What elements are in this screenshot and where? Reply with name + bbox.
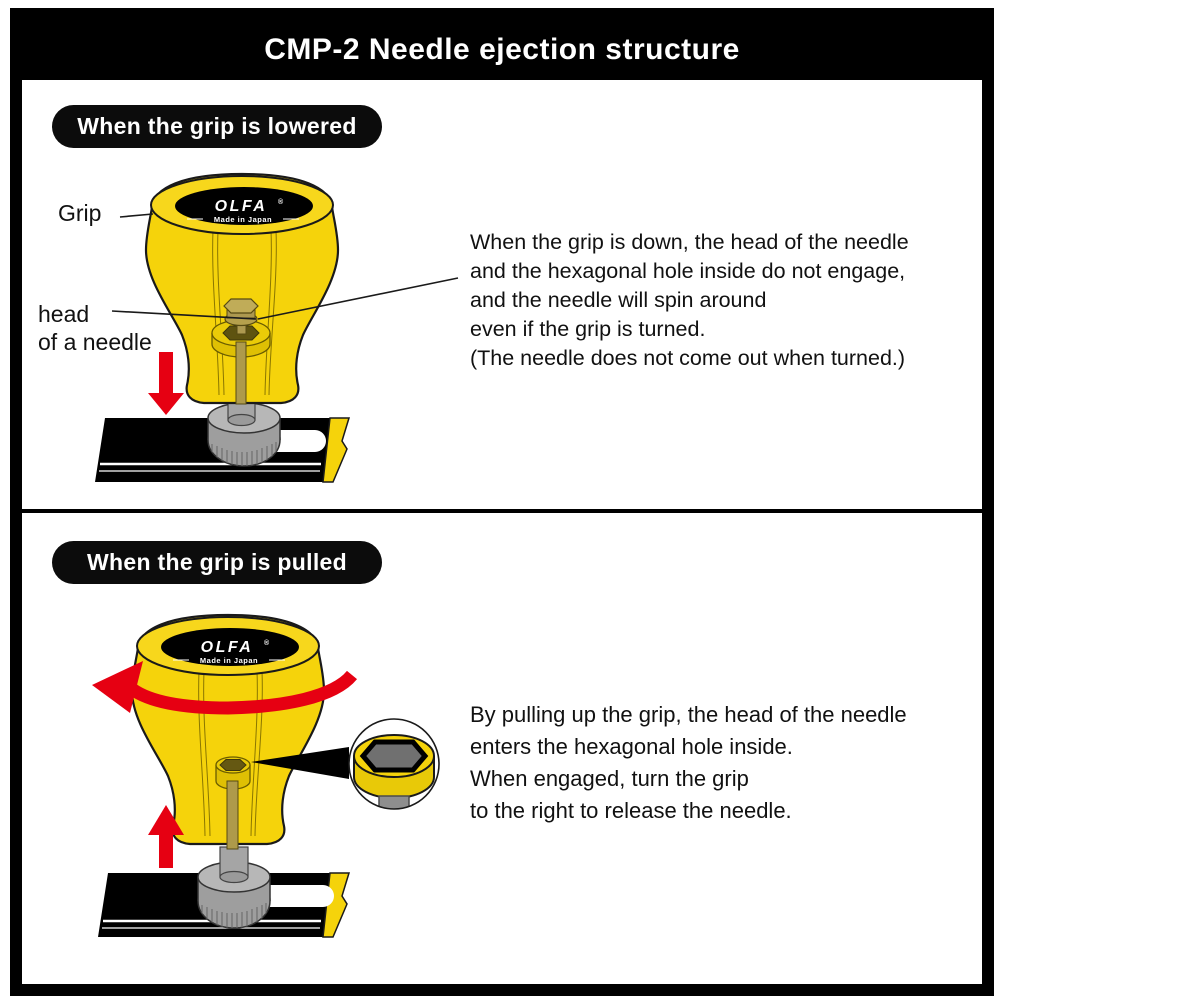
- panel-grip-pulled: [22, 513, 982, 984]
- down-arrow-icon: [148, 352, 184, 415]
- description-line: (The needle does not come out when turned.): [470, 346, 906, 370]
- made-in-japan-text: Made in Japan: [213, 215, 273, 224]
- panel2-badge: When the grip is pulled: [52, 541, 382, 584]
- description-line: When the grip is down, the head of the needle: [470, 230, 909, 254]
- needle-holder-knob: [208, 400, 280, 468]
- description-line: By pulling up the grip, the head of the needle: [470, 702, 907, 727]
- needle-shaft: [236, 342, 246, 404]
- panel1-badge: When the grip is lowered: [52, 105, 382, 148]
- needle-shaft: [227, 781, 238, 849]
- registered-mark: ®: [278, 199, 284, 206]
- olfa-logo-text: OLFA: [200, 639, 254, 656]
- registered-mark: ®: [264, 640, 270, 647]
- olfa-logo-text: OLFA: [214, 198, 268, 215]
- panel2-description: [470, 699, 907, 827]
- hex-hole: [220, 760, 246, 771]
- grip-label: Grip: [58, 200, 102, 226]
- needle-head-label-line1: head: [38, 301, 90, 327]
- olfa-logo: [175, 187, 313, 225]
- description-line: to the right to release the needle.: [470, 798, 792, 823]
- description-line: and the hexagonal hole inside do not engage,: [470, 259, 906, 283]
- made-in-japan-text: Made in Japan: [199, 656, 259, 665]
- panel1-description: [470, 228, 909, 373]
- needle-head-label: [38, 300, 152, 356]
- page-title: CMP-2 Needle ejection structure: [264, 33, 740, 66]
- title-bar: [22, 20, 982, 80]
- needle-head-label-line2: of a needle: [38, 329, 152, 355]
- description-line: enters the hexagonal hole inside.: [470, 734, 793, 759]
- diagram-frame: [10, 8, 994, 996]
- description-line: even if the grip is turned.: [470, 317, 706, 341]
- description-line: and the needle will spin around: [470, 288, 767, 312]
- panel-grip-lowered: [22, 80, 982, 509]
- magnified-hex-hole: [363, 742, 425, 770]
- grip-pointer-line: [120, 214, 153, 217]
- needle-holder-knob: [198, 847, 270, 930]
- magnifier-circle: [349, 719, 439, 812]
- description-line: When engaged, turn the grip: [470, 766, 749, 791]
- olfa-logo: [161, 628, 299, 666]
